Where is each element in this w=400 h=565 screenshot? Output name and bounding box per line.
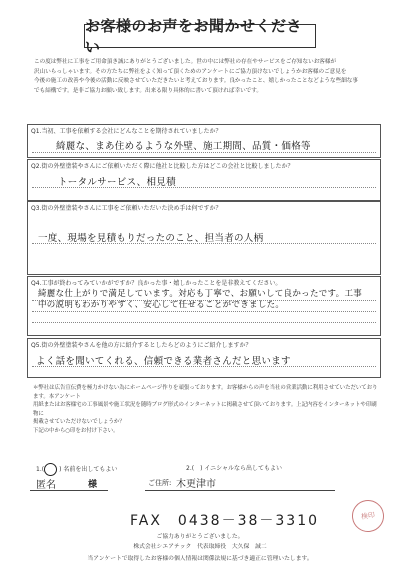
name-underline (30, 490, 108, 491)
choice-initial-ok[interactable] (186, 463, 282, 472)
notes (33, 384, 378, 436)
choice-name-ok[interactable] (36, 463, 117, 476)
note-line: 掲載させていただけないでしょうか？ (33, 419, 125, 426)
intro-text (34, 58, 374, 96)
answer-line (32, 366, 376, 367)
choice-prefix: 2.( ) (186, 465, 203, 472)
page-title-text: お客様のお声をお聞かせください (85, 17, 303, 56)
name-suffix: 様 (88, 480, 98, 490)
footer-company: 株式会社シエアテック 代表取締役 大久保 誠二 (133, 544, 267, 550)
circle-mark (44, 463, 57, 476)
choice-initial-ok-label: イニシャルなら出してもよい (204, 465, 282, 472)
question-label-q2: Q2.街の外壁塗装やさんにご依頼いただく際に他社と比較した方はどこの会社と比較しましたか？ (31, 163, 294, 170)
answer-line (32, 300, 376, 301)
answer-q3[interactable]: 一度、現場を見積もりだったのこと、担当者の人柄 (38, 233, 264, 244)
choice-name-ok-label: 名前を出してもよい (63, 466, 118, 473)
question-box-q4 (27, 276, 381, 336)
stamp-text: 検印 (360, 511, 376, 521)
name-value: 匿名 (36, 480, 56, 491)
inspection-stamp-icon (350, 498, 386, 534)
answer-line (32, 311, 376, 312)
footer-thanks: ご協力ありがとうございました。 (156, 534, 244, 540)
answer-q2[interactable]: トータルサービス、相見積 (58, 177, 176, 188)
intro-line: この度は弊社に工事をご用命頂き誠にありがとうございました。世の中には弊社の存在やサービスをご存知ないお客様が (34, 59, 337, 65)
answer-line (32, 322, 376, 323)
address-field[interactable] (176, 475, 216, 490)
note-line: ＊弊社は広告宣伝費を極力かけない為にホームページ作りを頑張っております。お客様からの声を当社の営業活動に利用させていただいております。本アンケート (33, 385, 378, 400)
intro-line: 沢山いらっしゃいます。その方たちに弊社をよく知って頂くためのアンケートにご協力頂けないでしょうかお客様のご意見を (34, 68, 347, 75)
note-line: 用紙またはお客様宅の工事風景や施工状況を随時ブログ形式のインターネットに掲載させて頂いております。上記内容をインターネットや印刷物に (33, 402, 377, 417)
intro-line: 今後の施工の改善や今後の活動に反映させていただきたいと考えております。良かったこと、嬉しかったことなどような些細な事 (34, 78, 358, 85)
page-title (84, 17, 316, 56)
question-box-q1 (27, 124, 381, 158)
question-label-q3: Q3.街の外壁塗装やさんに工事をご依頼いただいた決め手は何ですか？ (31, 205, 222, 212)
question-label-q5: Q5.街の外壁塗装やさんを他の方に紹介するとしたらどのようにご紹介しますか？ (31, 342, 252, 349)
fax-number: FAX 0438－38－3310 (130, 513, 320, 529)
answer-line (32, 152, 376, 153)
answer-q5[interactable]: よく話を聞いてくれる、信頼できる業者さんだと思います (36, 356, 291, 367)
address-underline (145, 490, 335, 491)
name-field[interactable] (36, 476, 56, 491)
question-label-q4: Q4.工事が終わってみていかがですか？良かった事・嬉しかったことを是非教えてください。 (31, 280, 282, 287)
choice-prefix: 1.( (36, 466, 45, 473)
question-box-q5 (27, 338, 381, 378)
question-box-q2 (27, 159, 381, 201)
choice-close: ) (59, 466, 62, 473)
note-line: 下記の中から○印をお付け下さい。 (33, 427, 119, 434)
intro-line: でも結構です。是非ご協力お願い致します。出来る限り具体的に書いて頂ければ幸いです。 (34, 87, 263, 94)
answer-q1[interactable]: 綺麗な、まあ住めるような外壁、施工期間、品質・価格等 (56, 141, 311, 152)
footer-privacy: 当アンケートで取得したお客様の個人情報は関係法規に基づき適正に管理いたします。 (87, 556, 313, 562)
address-value: 木更津市 (176, 479, 216, 490)
question-label-q1: Q1.当初、工事を依頼する会社にどんなことを期待されていましたか？ (31, 128, 222, 135)
answer-line (32, 243, 376, 244)
question-box-q3 (27, 201, 381, 275)
answer-line (32, 187, 376, 188)
answer-q4[interactable]: 綺麗な仕上がりで満足しています。対応も丁寧で、お願いして良かったです。工事中の説明もわかりやすく、安心して任せることができました。 (38, 289, 363, 310)
address-label: ご住所: (148, 479, 172, 487)
